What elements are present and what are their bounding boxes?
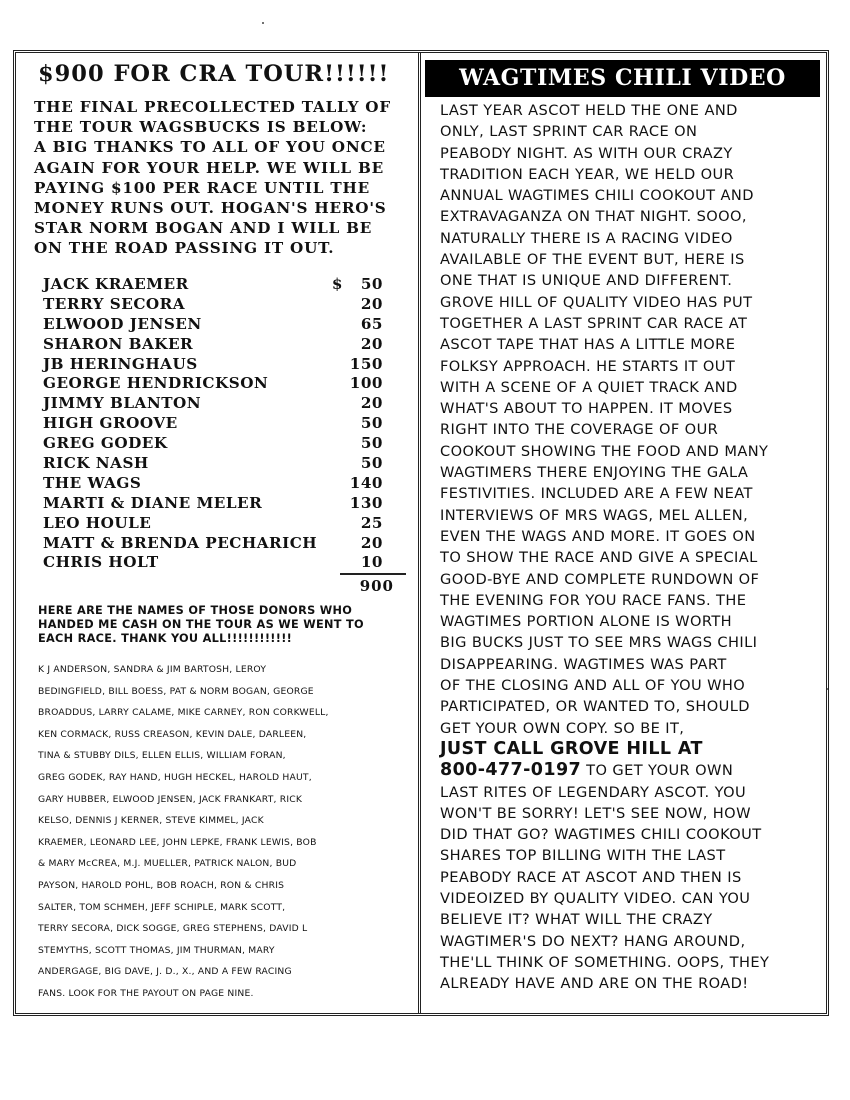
donor-name: JIMMY BLANTON <box>43 394 202 413</box>
article-line: GOOD-BYE AND COMPLETE RUNDOWN OF <box>440 570 760 588</box>
donor-row <box>43 514 383 534</box>
intro-line: PAYING $100 PER RACE UNTIL THE <box>34 178 370 197</box>
donor-row <box>43 494 383 514</box>
donor-amount: 50 <box>360 454 383 473</box>
donor-row <box>43 315 383 335</box>
cash-donor-line: KEN CORMACK, RUSS CREASON, KEVIN DALE, DARLEEN, <box>38 728 307 740</box>
donor-name: ELWOOD JENSEN <box>43 314 202 333</box>
donor-row <box>43 474 383 494</box>
donor-row <box>43 335 383 355</box>
donor-amount: 65 <box>360 314 383 333</box>
right-column <box>421 53 826 1013</box>
article-line: WAGTIMERS THERE ENJOYING THE GALA <box>440 464 749 482</box>
intro-line: THE TOUR WAGSBUCKS IS BELOW: <box>34 118 368 137</box>
cash-donor-line: FANS. LOOK FOR THE PAYOUT ON PAGE NINE. <box>38 987 254 999</box>
donor-amount: 140 <box>349 473 383 492</box>
article-line: ALREADY HAVE AND ARE ON THE ROAD! <box>440 975 749 993</box>
donor-row <box>43 534 383 554</box>
cash-donors-list <box>38 659 418 1005</box>
phone-line-tail: TO GET YOUR OWN <box>581 762 734 780</box>
donor-row <box>43 394 383 414</box>
article-line: LAST YEAR ASCOT HELD THE ONE AND <box>440 102 738 119</box>
intro-line: AGAIN FOR YOUR HELP. WE WILL BE <box>34 158 384 177</box>
article-line: TO SHOW THE RACE AND GIVE A SPECIAL <box>440 549 758 567</box>
cash-donor-line: TINA & STUBBY DILS, ELLEN ELLIS, WILLIAM FORAN, <box>38 750 286 762</box>
donor-amount: 50 <box>360 434 383 453</box>
donor-amount: 100 <box>349 374 383 393</box>
article-line: EVEN THE WAGS AND MORE. IT GOES ON <box>440 527 756 545</box>
article-line: BELIEVE IT? WHAT WILL THE CRAZY <box>440 911 713 929</box>
left-column <box>16 53 421 1013</box>
cash-donor-line: BEDINGFIELD, BILL BOESS, PAT & NORM BOGAN, GEORGE <box>38 685 314 697</box>
article-line: NATURALLY THERE IS A RACING VIDEO <box>440 229 733 247</box>
heading-line: HERE ARE THE NAMES OF THOSE DONORS WHO <box>38 604 353 617</box>
article-line: FOLKSY APPROACH. HE STARTS IT OUT <box>440 357 736 375</box>
intro-paragraph <box>34 97 414 259</box>
phone-number: 800-477-0197 <box>440 760 582 781</box>
donor-name: RICK NASH <box>43 454 149 473</box>
article-line: ONE THAT IS UNIQUE AND DIFFERENT. <box>440 272 733 290</box>
donor-row <box>43 454 383 474</box>
donor-row <box>43 295 383 315</box>
article-line: TOGETHER A LAST SPRINT CAR RACE AT <box>440 314 748 332</box>
article-line: WITH A SCENE OF A QUIET TRACK AND <box>440 378 738 396</box>
article-line: WAGTIMES PORTION ALONE IS WORTH <box>440 613 733 631</box>
cash-donor-line: TERRY SECORA, DICK SOGGE, GREG STEPHENS, DAVID L <box>38 923 308 935</box>
article-line: RIGHT INTO THE COVERAGE OF OUR <box>440 421 719 439</box>
article-line: DID THAT GO? WAGTIMES CHILI COOKOUT <box>440 826 762 844</box>
cash-donor-line: KRAEMER, LEONARD LEE, JOHN LEPKE, FRANK LEWIS, BOB <box>38 836 317 848</box>
cash-donor-line: & MARY McCREA, M.J. MUELLER, PATRICK NALON, BUD <box>38 858 297 870</box>
donor-row <box>43 355 383 375</box>
article-line: TRADITION EACH YEAR, WE HELD OUR <box>440 165 735 183</box>
cash-donors-heading <box>38 604 418 645</box>
donor-amount: 20 <box>360 394 383 413</box>
donor-name: TERRY SECORA <box>43 294 186 313</box>
donor-row <box>43 275 383 295</box>
article-line: OF THE CLOSING AND ALL OF YOU WHO <box>440 677 746 695</box>
article-line: WHAT'S ABOUT TO HAPPEN. IT MOVES <box>440 400 733 418</box>
cash-donor-line: STEMYTHS, SCOTT THOMAS, JIM THURMAN, MARY <box>38 944 275 956</box>
donor-name: GEORGE HENDRICKSON <box>43 374 269 393</box>
donor-name: JACK KRAEMER <box>43 275 189 293</box>
donor-amount: 25 <box>360 513 383 532</box>
donor-name: CHRIS HOLT <box>43 553 159 572</box>
donor-amount: 20 <box>360 533 383 552</box>
article-line: VIDEOIZED BY QUALITY VIDEO. CAN YOU <box>440 889 751 907</box>
article-line: PEABODY RACE AT ASCOT AND THEN IS <box>440 868 742 886</box>
donor-amount: 10 <box>360 553 383 572</box>
article-line: INTERVIEWS OF MRS WAGS, MEL ALLEN, <box>440 506 749 524</box>
call-line: JUST CALL GROVE HILL AT <box>440 738 703 759</box>
heading-line: EACH RACE. THANK YOU ALL!!!!!!!!!!!! <box>38 631 293 645</box>
donor-name: JB HERINGHAUS <box>43 354 198 373</box>
donor-name: SHARON BAKER <box>43 334 194 353</box>
donor-name: LEO HOULE <box>43 513 152 532</box>
cash-donor-line: GARY HUBBER, ELWOOD JENSEN, JACK FRANKART, RICK <box>38 793 303 805</box>
phone-line <box>440 760 825 781</box>
intro-line: THE FINAL PRECOLLECTED TALLY OF <box>34 98 391 116</box>
chili-video-banner: WAGTIMES CHILI VIDEO <box>425 60 820 97</box>
cash-donor-line: K J ANDERSON, SANDRA & JIM BARTOSH, LEROY <box>38 664 267 675</box>
article-line: THE EVENING FOR YOU RACE FANS. THE <box>440 591 747 609</box>
donor-amount: 50 <box>360 414 383 433</box>
article-line: LAST RITES OF LEGENDARY ASCOT. YOU <box>440 783 747 801</box>
donor-amount: 20 <box>360 334 383 353</box>
article-line: ONLY, LAST SPRINT CAR RACE ON <box>440 123 698 141</box>
article-line: FESTIVITIES. INCLUDED ARE A FEW NEAT <box>440 485 753 503</box>
intro-line: ON THE ROAD PASSING IT OUT. <box>34 239 335 258</box>
donor-tally-list <box>43 275 383 573</box>
donor-row <box>43 553 383 573</box>
intro-line: A BIG THANKS TO ALL OF YOU ONCE <box>34 138 386 157</box>
donor-amount: 150 <box>349 354 383 373</box>
left-headline: $900 FOR CRA TOUR!!!!!! <box>38 61 390 87</box>
article-line: DISAPPEARING. WAGTIMES WAS PART <box>440 655 727 673</box>
article-line: ANNUAL WAGTIMES CHILI COOKOUT AND <box>440 187 754 205</box>
cash-donor-line: SALTER, TOM SCHMEH, JEFF SCHIPLE, MARK SCOTT, <box>38 901 286 913</box>
currency-symbol: $ <box>331 275 343 293</box>
donor-name: GREG GODEK <box>43 434 168 453</box>
donor-row <box>43 434 383 454</box>
speck <box>262 22 264 24</box>
donor-name: MATT & BRENDA PECHARICH <box>43 533 318 552</box>
donor-name: MARTI & DIANE MELER <box>43 493 263 512</box>
article-line: BIG BUCKS JUST TO SEE MRS WAGS CHILI <box>440 634 758 652</box>
donor-row <box>43 414 383 434</box>
donor-amount: 130 <box>349 493 383 512</box>
tally-total: 900 <box>359 577 394 595</box>
cash-donor-line: GREG GODEK, RAY HAND, HUGH HECKEL, HAROLD HAUT, <box>38 771 312 783</box>
article-line: COOKOUT SHOWING THE FOOD AND MANY <box>440 442 769 460</box>
article-line: WON'T BE SORRY! LET'S SEE NOW, HOW <box>440 804 751 822</box>
donor-name: THE WAGS <box>43 473 142 492</box>
donor-amount: 20 <box>360 294 383 313</box>
article-line: AVAILABLE OF THE EVENT BUT, HERE IS <box>440 251 745 269</box>
cash-donor-line: KELSO, DENNIS J KERNER, STEVE KIMMEL, JACK <box>38 815 264 827</box>
page-frame <box>13 50 829 1016</box>
donor-row <box>43 374 383 394</box>
article-line: PEABODY NIGHT. AS WITH OUR CRAZY <box>440 144 733 162</box>
article-line: THE'LL THINK OF SOMETHING. OOPS, THEY <box>440 953 770 971</box>
cash-donor-line: BROADDUS, LARRY CALAME, MIKE CARNEY, RON CORKWELL, <box>38 707 329 719</box>
chili-video-article <box>440 100 825 994</box>
cash-donor-line: PAYSON, HAROLD POHL, BOB ROACH, RON & CHRIS <box>38 879 285 891</box>
article-line: EXTRAVAGANZA ON THAT NIGHT. SOOO, <box>440 208 747 226</box>
total-underline <box>340 573 406 575</box>
article-line: ASCOT TAPE THAT HAS A LITTLE MORE <box>440 336 736 354</box>
donor-name: HIGH GROOVE <box>43 414 178 433</box>
donor-amount: 50 <box>360 275 383 293</box>
article-line: WAGTIMER'S DO NEXT? HANG AROUND, <box>440 932 746 950</box>
article-line: SHARES TOP BILLING WITH THE LAST <box>440 847 726 865</box>
heading-line: HANDED ME CASH ON THE TOUR AS WE WENT TO <box>38 617 364 631</box>
article-line: GET YOUR OWN COPY. SO BE IT, <box>440 719 685 737</box>
intro-line: MONEY RUNS OUT. HOGAN'S HERO'S <box>34 199 387 218</box>
intro-line: STAR NORM BOGAN AND I WILL BE <box>34 219 373 238</box>
cash-donor-line: ANDERGAGE, BIG DAVE, J. D., X., AND A FEW RACING <box>38 966 292 978</box>
article-line: PARTICIPATED, OR WANTED TO, SHOULD <box>440 698 750 716</box>
article-line: GROVE HILL OF QUALITY VIDEO HAS PUT <box>440 293 753 311</box>
